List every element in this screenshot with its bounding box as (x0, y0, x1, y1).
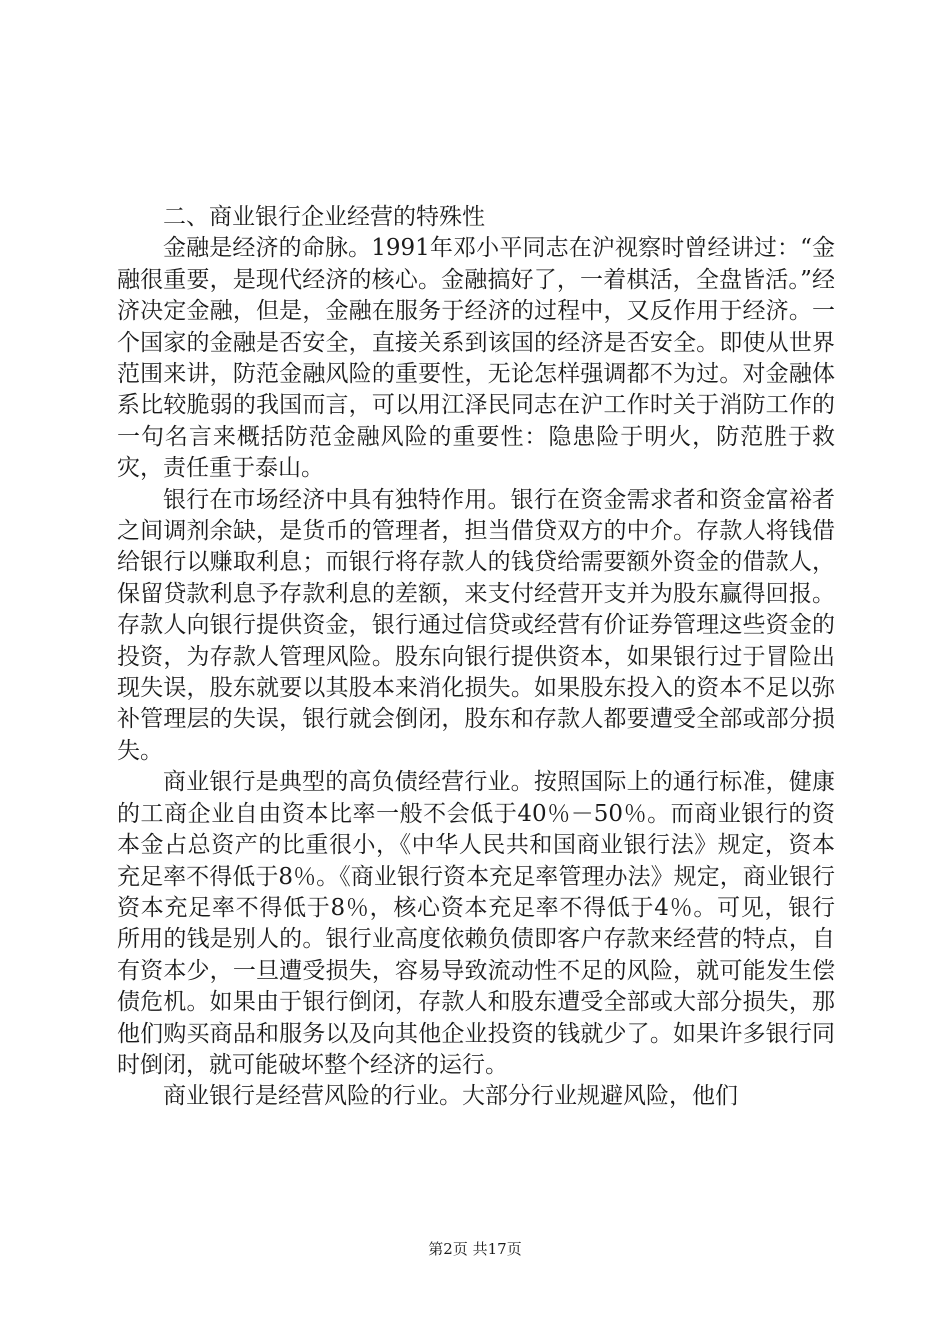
paragraph-finance-lifeline: 金融是经济的命脉。1991年邓小平同志在沪视察时曾经讲过：“金融很重要，是现代经济的核心。金融搞好了，一着棋活，全盘皆活。”经济决定金融，但是，金融在服务于经济的过程中，又反作用于经济。一个国家的金融是否安全，直接关系到该国的经济是否安全。即使从世界范围来讲，防范金融风险的重要性，无论怎样强调都不为过。对金融体系比较脆弱的我国而言，可以用江泽民同志在沪工作时关于消防工作的一句名言来概括防范金融风险的重要性：隐患险于明火，防范胜于救灾，责任重于泰山。 (117, 235, 835, 482)
paragraph-risk-industry: 商业银行是经营风险的行业。大部分行业规避风险，他们 (163, 1083, 738, 1110)
section-heading: 二、商业银行企业经营的特殊性 (163, 204, 485, 230)
paragraph-bank-role: 银行在市场经济中具有独特作用。银行在资金需求者和资金富裕者之间调剂余缺，是货币的管理者，担当借贷双方的中介。存款人将钱借给银行以赚取利息；而银行将存款人的钱贷给需要额外资金的借款人，保留贷款利息予存款利息的差额，来支付经营开支并为股东赢得回报。存款人向银行提供资金，银行通过信贷或经营有价证券管理这些资金的投资，为存款人管理风险。股东向银行提供资本，如果银行过于冒险出现失误，股东就要以其股本来消化损失。如果股东投入的资本不足以弥补管理层的失误，银行就会倒闭，股东和存款人都要遭受全部或部分损失。 (117, 486, 835, 764)
page-number-footer: 第2页 共17页 (428, 1240, 522, 1258)
paragraph-high-leverage: 商业银行是典型的高负债经营行业。按照国际上的通行标准，健康的工商企业自由资本比率一般不会低于40％－50％。而商业银行的资本金占总资产的比重很小，《中华人民共和国商业银行法》规定，资本充足率不得低于8％。《商业银行资本充足率管理办法》规定，商业银行资本充足率不得低于8％，核心资本充足率不得低于4％。可见，银行所用的钱是别人的。银行业高度依赖负债即客户存款来经营的特点，自有资本少，一旦遭受损失，容易导致流动性不足的风险，就可能发生偿债危机。如果由于银行倒闭，存款人和股东遭受全部或大部分损失，那他们购买商品和服务以及向其他企业投资的钱就少了。如果许多银行同时倒闭，就可能破坏整个经济的运行。 (117, 769, 835, 1078)
document-body (117, 202, 835, 1113)
